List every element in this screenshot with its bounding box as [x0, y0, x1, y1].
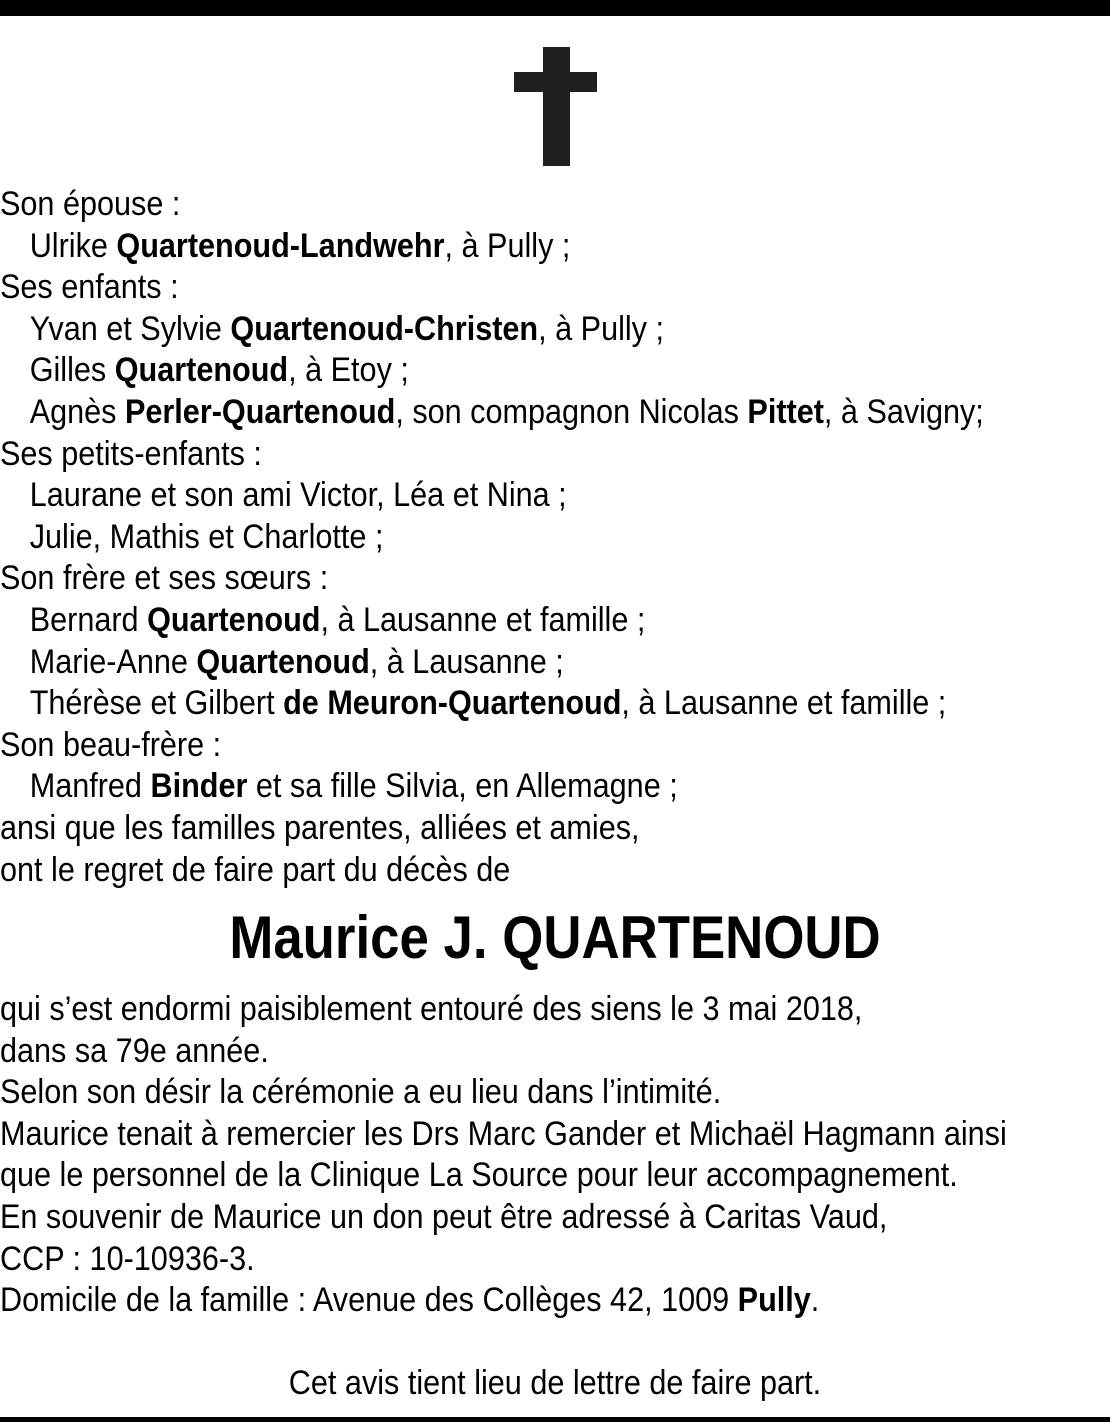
text-line [0, 184, 984, 226]
text-run: Son épouse : [0, 185, 181, 223]
text-line [0, 267, 984, 309]
text-run: , à Lausanne ; [369, 642, 564, 681]
text-run: , à Pully ; [444, 226, 571, 265]
text-run: Agnès [29, 392, 125, 431]
text-run: . [810, 1281, 820, 1320]
cross-vertical [543, 47, 570, 166]
deceased-name: Maurice J. QUARTENOUD [229, 904, 881, 971]
text-line [0, 475, 984, 517]
bold-name: Quartenoud-Christen [230, 309, 539, 348]
text-run: Yvan et Sylvie [29, 309, 231, 348]
text-run: Maurice tenait à remercier les Drs Marc Gander et Michaël Hagmann ainsi [0, 1114, 1007, 1153]
text-run: Thérèse et Gilbert [29, 684, 284, 723]
text-run: Manfred [29, 767, 151, 806]
text-run: dans sa 79e année. [0, 1031, 269, 1070]
text-run: Julie, Mathis et Charlotte ; [29, 517, 384, 556]
text-run: , à Etoy ; [288, 351, 409, 390]
text-line [0, 1114, 1007, 1156]
text-run: Ses enfants : [0, 268, 179, 307]
text-run: Laurane et son ami Victor, Léa et Nina ; [29, 476, 567, 515]
bold-name: Pully [737, 1281, 811, 1320]
notice-text [0, 989, 1007, 1322]
bottom-border [0, 1417, 1110, 1422]
text-run: , à Lausanne et famille ; [621, 684, 947, 723]
bold-name: Pittet [747, 392, 824, 431]
bold-name: Quartenoud-Landwehr [116, 226, 445, 265]
text-run: Son frère et ses sœurs : [0, 559, 329, 598]
text-line [0, 600, 984, 642]
text-run: , son compagnon Nicolas [395, 392, 748, 431]
text-line [0, 1155, 1007, 1197]
bold-name: Binder [150, 767, 248, 806]
text-run: ont le regret de faire part du décès de [0, 850, 511, 889]
text-line [0, 850, 984, 892]
text-run: En souvenir de Maurice un don peut être adressé à Caritas Vaud, [0, 1197, 888, 1236]
text-run: Domicile de la famille : Avenue des Collèges 42, 1009 [0, 1281, 738, 1320]
text-line [0, 725, 984, 767]
text-line [0, 808, 984, 850]
text-run: Selon son désir la cérémonie a eu lieu dans l’intimité. [0, 1073, 722, 1112]
text-line [0, 642, 984, 684]
text-line [0, 226, 984, 268]
top-border [0, 0, 1110, 16]
text-run: , à Lausanne et famille ; [320, 600, 646, 639]
text-line [0, 1239, 1007, 1281]
footer-note: Cet avis tient lieu de lettre de faire part. [288, 1364, 822, 1402]
text-line [0, 558, 984, 600]
text-line [0, 989, 1007, 1031]
cross-horizontal [514, 72, 597, 92]
text-run: , à Savigny; [823, 392, 984, 431]
text-run: Marie-Anne [29, 642, 197, 681]
text-line [0, 1197, 1007, 1239]
bold-name: Quartenoud [147, 600, 321, 639]
text-line [0, 350, 984, 392]
bold-name: Quartenoud [196, 642, 370, 681]
text-run: Son beau-frère : [0, 725, 222, 764]
text-line [0, 1031, 1007, 1073]
text-run: Gilles [29, 351, 115, 390]
text-run: Ses petits-enfants : [0, 434, 262, 473]
bold-name: de Meuron-Quartenoud [283, 684, 622, 723]
text-run: CCP : 10-10936-3. [0, 1239, 255, 1278]
text-line [0, 392, 984, 434]
text-run: que le personnel de la Clinique La Source pour leur accompagnement. [0, 1156, 958, 1195]
text-run: ansi que les familles parentes, alliées et amies, [0, 808, 640, 847]
text-line [0, 434, 984, 476]
text-line [0, 517, 984, 559]
bold-name: Perler-Quartenoud [124, 392, 396, 431]
family-list [0, 184, 984, 891]
text-run: , à Pully ; [538, 309, 664, 348]
text-line [0, 683, 984, 725]
text-run: Ulrike [29, 226, 117, 265]
text-line [0, 309, 984, 351]
text-line [0, 766, 984, 808]
text-run: qui s’est endormi paisiblement entouré des siens le 3 mai 2018, [0, 990, 863, 1028]
text-line [0, 1072, 1007, 1114]
text-line [0, 1280, 1007, 1322]
text-run: et sa fille Silvia, en Allemagne ; [247, 767, 678, 806]
text-run: Bernard [29, 600, 148, 639]
bold-name: Quartenoud [114, 351, 289, 390]
